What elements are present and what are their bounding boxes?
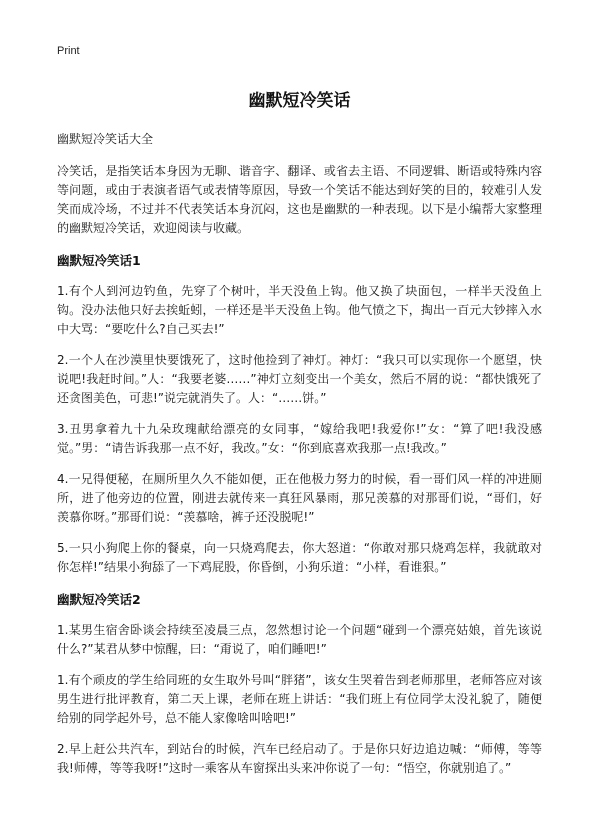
print-link[interactable]: Print <box>57 45 80 57</box>
joke-paragraph: 2.早上赶公共汽车，到站台的时候，汽车已经启动了。于是你只好边追边喊：“师傅，等等我!师傅，等等我呀!”这时一乘客从车窗探出头来冲你说了一句：“悟空，你就别追了。” <box>57 742 542 775</box>
joke-paragraph: 5.一只小狗爬上你的餐桌，向一只烧鸡爬去，你大怒道：“你敢对那只烧鸡怎样，我就敢对你怎样!”结果小狗舔了一下鸡屁股，你昏倒，小狗乐道：“小样，看谁狠。” <box>57 541 542 574</box>
section-heading-2: 幽默短冷笑话2 <box>57 592 141 607</box>
article-subtitle: 幽默短冷笑话大全 <box>57 132 154 146</box>
joke-paragraph: 1.某男生宿舍卧谈会持续至凌晨三点，忽然想讨论一个问题“碰到一个漂亮姑娘，首先该说什么?”某君从梦中惊醒，曰：“甭说了，咱们睡吧!” <box>57 623 542 656</box>
page-title: 幽默短冷笑话 <box>248 91 351 111</box>
joke-paragraph: 1.有个人到河边钓鱼，先穿了个树叶，半天没鱼上钩。他又换了块面包，一样半天没鱼上钩。没办法他只好去挨蚯蚓，一样还是半天没鱼上钩。他气愤之下，掏出一百元大钞摔入水中大骂：“要吃什么?自己买去!” <box>57 284 542 336</box>
joke-paragraph: 2.一个人在沙漠里快要饿死了，这时他捡到了神灯。神灯：“我只可以实现你一个愿望，快说吧!我赶时间。”人：“我要老婆……”神灯立刻变出一个美女，然后不屑的说：“都快饿死了还贪图美色，可悲!”说完就消失了。人：“……饼。” <box>57 353 542 405</box>
joke-paragraph: 3.丑男拿着九十九朵玫瑰献给漂亮的女同事，“嫁给我吧!我爱你!”女：“算了吧!我没感觉。”男：“请告诉我那一点不好，我改。”女：“你到底喜欢我那一点!我改。” <box>57 422 542 455</box>
intro-paragraph: 冷笑话，是指笑话本身因为无聊、谐音字、翻译、或省去主语、不同逻辑、断语或特殊内容等问题，或由于表演者语气或表情等原因，导致一个笑话不能达到好笑的目的，较难引人发笑而成冷场，不过并不代表笑话本身沉闷，这也是幽默的一种表现。以下是小编帮大家整理的幽默短冷笑话，欢迎阅读与收藏。 <box>57 164 542 235</box>
joke-paragraph: 1.有个顽皮的学生给同班的女生取外号叫“胖猪”，该女生哭着告到老师那里，老师答应对该男生进行批评教育，第二天上课，老师在班上讲话：“我们班上有位同学太没礼貌了，随便给别的同学起外号，总不能人家像啥叫啥吧!” <box>57 673 542 725</box>
section-heading-1: 幽默短冷笑话1 <box>57 253 141 268</box>
joke-paragraph: 4.一兄得便秘，在厕所里久久不能如便，正在他极力努力的时候，看一哥们风一样的冲进厕所，进了他旁边的位置，刚进去就传来一真狂风暴雨，那兄羡慕的对那哥们说，“哥们，好羡慕你呀。”那哥们说：“羡慕啥，裤子还没脱呢!” <box>57 472 542 524</box>
